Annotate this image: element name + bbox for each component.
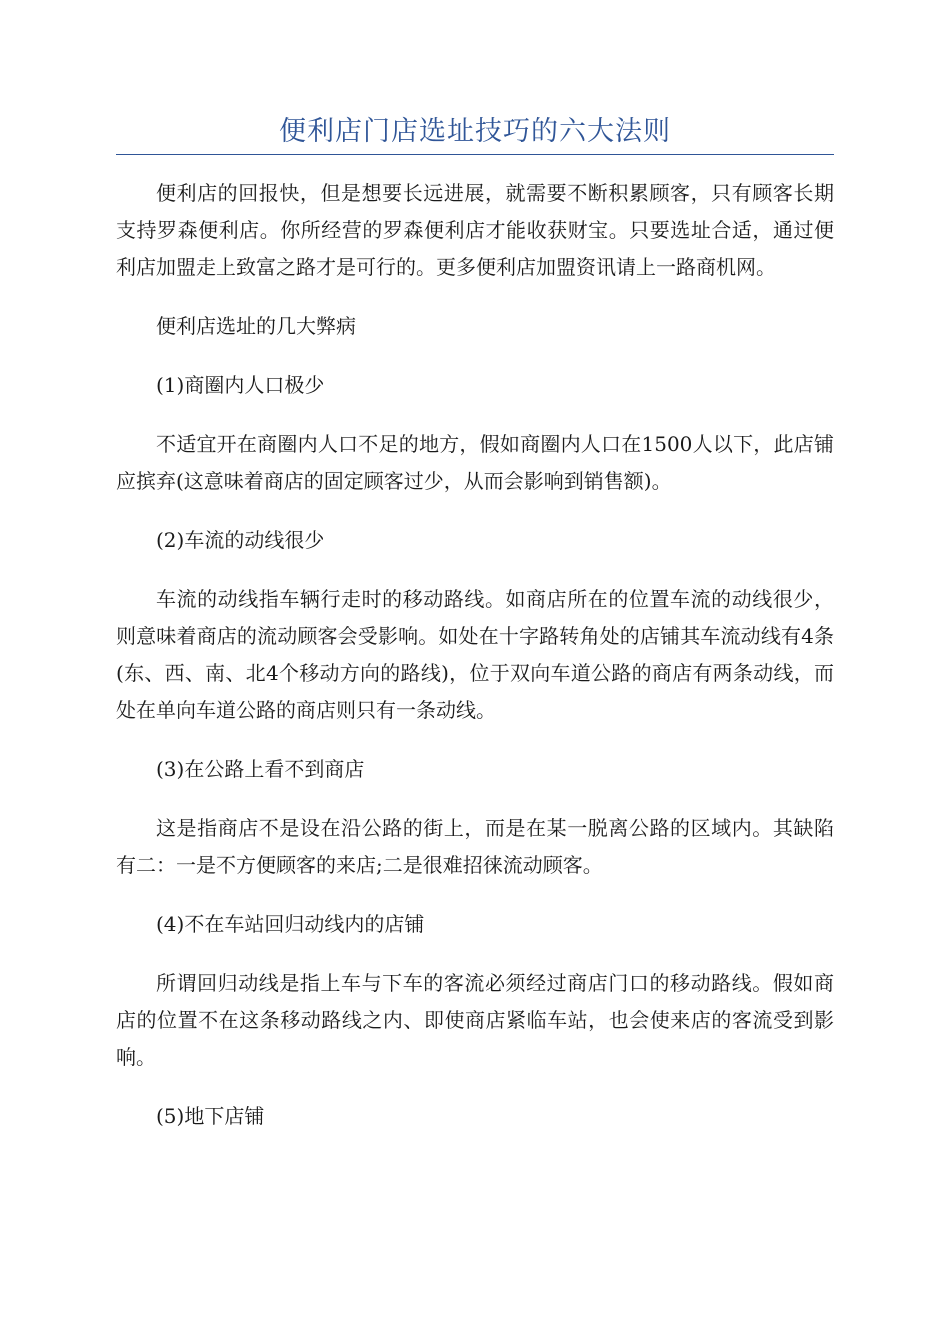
paragraph-item-2-body: 车流的动线指车辆行走时的移动路线。如商店所在的位置车流的动线很少，则意味着商店的流动顾客会受影响。如处在十字路转角处的店铺其车流动线有4条(东、西、南、北4个移动方向的路线)，位于双向车道公路的商店有两条动线，而处在单向车道公路的商店则只有一条动线。 bbox=[116, 587, 834, 722]
document-body bbox=[116, 175, 834, 1135]
paragraph-item-3-heading: (3)在公路上看不到商店 bbox=[156, 757, 365, 781]
paragraph-item-1-heading: (1)商圈内人口极少 bbox=[156, 373, 325, 397]
paragraph-item-3-body: 这是指商店不是设在沿公路的街上，而是在某一脱离公路的区域内。其缺陷有二：一是不方便顾客的来店;二是很难招徕流动顾客。 bbox=[116, 816, 834, 877]
document-page bbox=[116, 112, 834, 1157]
paragraph-item-1-body: 不适宜开在商圈内人口不足的地方，假如商圈内人口在1500人以下，此店铺应摈弃(这意味着商店的固定顾客过少，从而会影响到销售额)。 bbox=[116, 432, 834, 493]
paragraph-item-4-body: 所谓回归动线是指上车与下车的客流必须经过商店门口的移动路线。假如商店的位置不在这条移动路线之内、即使商店紧临车站，也会使来店的客流受到影响。 bbox=[116, 971, 834, 1069]
title-underline bbox=[116, 154, 834, 155]
document-title: 便利店门店选址技巧的六大法则 bbox=[279, 116, 671, 147]
paragraph-item-2-heading: (2)车流的动线很少 bbox=[156, 528, 325, 552]
paragraph-intro: 便利店的回报快，但是想要长远进展，就需要不断积累顾客，只有顾客长期支持罗森便利店。你所经营的罗森便利店才能收获财宝。只要选址合适，通过便利店加盟走上致富之路才是可行的。更多便利店加盟资讯请上一路商机网。 bbox=[116, 181, 834, 279]
paragraph-item-4-heading: (4)不在车站回归动线内的店铺 bbox=[156, 912, 425, 936]
paragraph-heading-drawbacks: 便利店选址的几大弊病 bbox=[156, 314, 356, 338]
paragraph-item-5-heading: (5)地下店铺 bbox=[156, 1104, 265, 1128]
